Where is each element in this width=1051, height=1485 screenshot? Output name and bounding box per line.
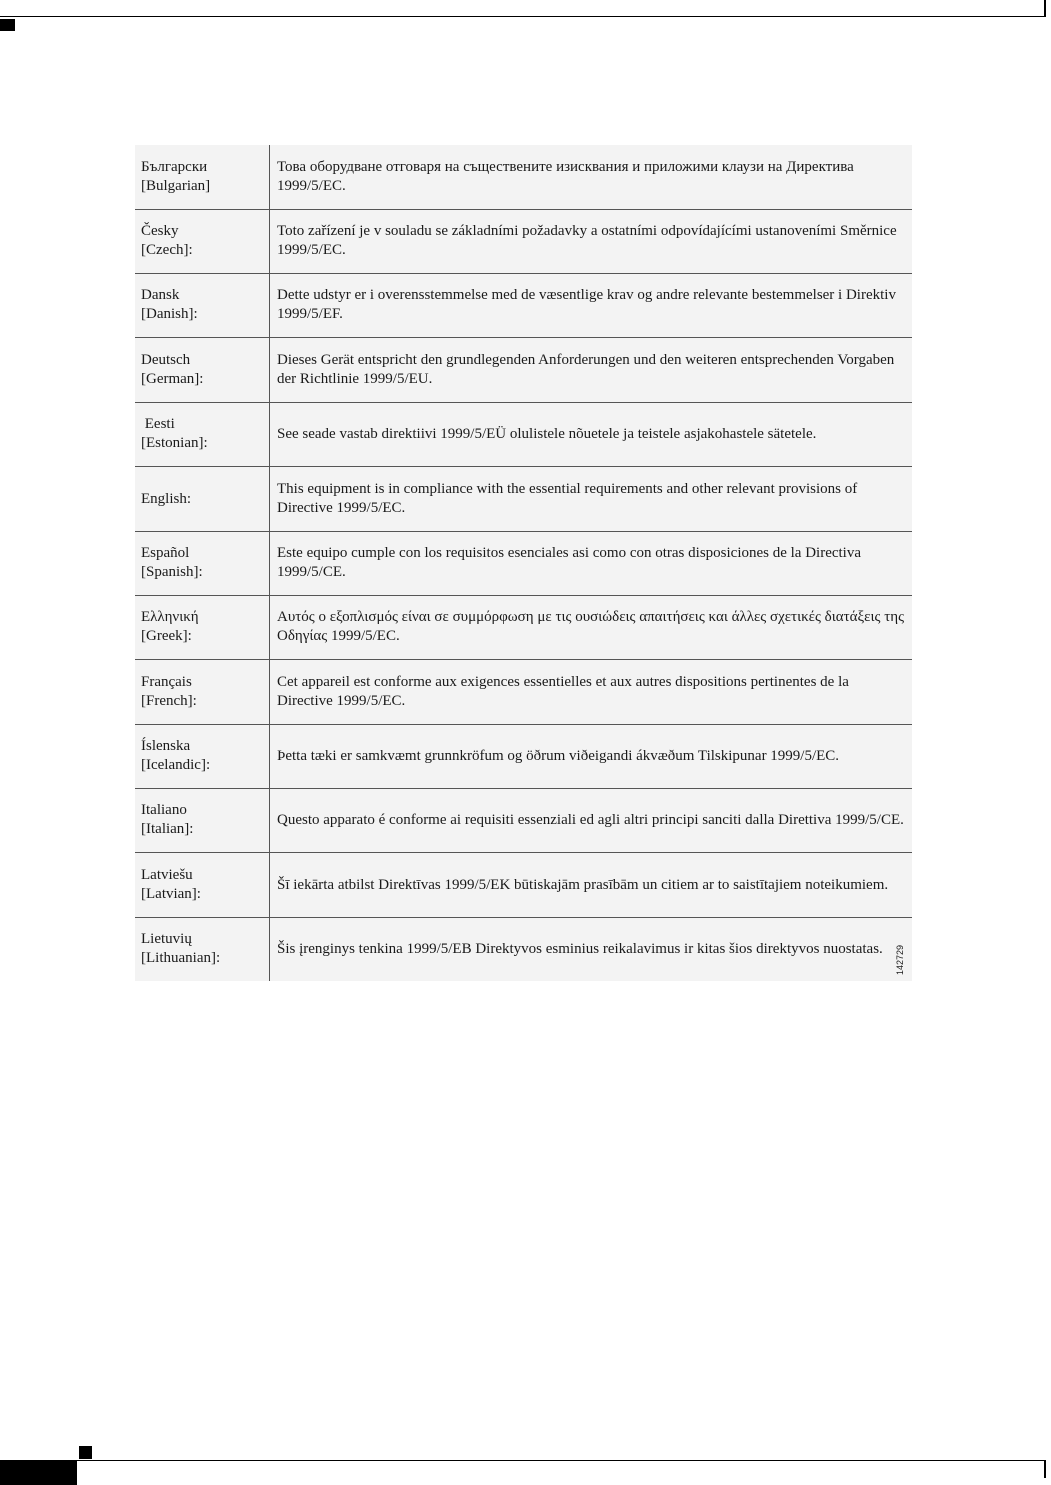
table-row-danish — [135, 273, 912, 338]
table-row-german — [135, 338, 912, 403]
table-row-czech — [135, 209, 912, 274]
table-row-italian — [135, 788, 912, 853]
declaration-text: Šī iekārta atbilst Direktīvas 1999/5/EK būtiskajām prasībām un citiem ar to saistītajiem noteikumiem. — [277, 876, 889, 893]
table-row-estonian — [135, 402, 912, 467]
footer-page-tab — [0, 1460, 77, 1485]
table-row-icelandic — [135, 724, 912, 789]
language-label: Česky [Czech]: — [141, 223, 193, 258]
declaration-text: Este equipo cumple con los requisitos esenciales asi como con otras disposiciones de la Directiva 1999/5/CE. — [277, 545, 862, 580]
declaration-text: Toto zařízení je v souladu se základními požadavky a ostatními odpovídajícími ustanoveními Směrnice 1999/5/EC. — [277, 223, 897, 258]
language-label: Ελληνική [Greek]: — [141, 609, 199, 644]
language-label: Italiano [Italian]: — [141, 802, 194, 837]
table-row-english — [135, 467, 912, 532]
header-corner-tick — [1044, 0, 1046, 17]
footer-marker — [79, 1446, 92, 1459]
footer-corner-tick — [1044, 1460, 1046, 1478]
language-label: Español [Spanish]: — [141, 545, 203, 580]
footer-rule — [0, 1460, 1045, 1461]
language-label: Latviešu [Latvian]: — [141, 867, 201, 902]
table-row-bulgarian — [135, 145, 912, 210]
table-row-greek — [135, 595, 912, 660]
table-row-latvian — [135, 853, 912, 918]
language-label: Eesti [Estonian]: — [141, 416, 208, 451]
declaration-text: Dieses Gerät entspricht den grundlegenden Anforderungen und den weiteren entsprechenden Vorgaben der Richtlinie 1999/5/EU. — [277, 352, 895, 387]
declaration-text: This equipment is in compliance with the essential requirements and other relevant provisions of Directive 1999/5/EC. — [277, 481, 858, 516]
language-label: Български [Bulgarian] — [141, 159, 211, 194]
declaration-text: Questo apparato é conforme ai requisiti essenziali ed agli altri principi sanciti dalla Direttiva 1999/5/CE. — [277, 811, 904, 828]
declaration-text: Αυτός ο εξοπλισμός είναι σε συμμόρφωση με τις ουσιώδεις απαιτήσεις και άλλες σχετικές διατάξεις της Οδηγίας 1999/5/EC. — [277, 609, 905, 644]
table-row-french — [135, 660, 912, 725]
language-label: English: — [141, 490, 192, 507]
declaration-table-figure — [135, 145, 912, 981]
language-label: Français [French]: — [141, 674, 197, 709]
language-label: Dansk [Danish]: — [141, 287, 198, 322]
declaration-text: Това оборудване отговаря на съществените изисквания и приложими клаузи на Директива 1999/5/EC. — [277, 159, 854, 194]
declaration-text: Þetta tæki er samkvæmt grunnkröfum og öðrum viðeigandi ákvæðum Tilskipunar 1999/5/EC. — [277, 747, 840, 764]
language-label: Lietuvių [Lithuanian]: — [141, 931, 221, 966]
header-rule — [0, 16, 1045, 17]
language-label: Deutsch [German]: — [141, 352, 204, 387]
table-row-lithuanian — [135, 917, 912, 982]
header-marker — [0, 19, 15, 31]
declaration-text: Cet appareil est conforme aux exigences essentielles et aux autres dispositions pertinentes de la Directive 1999/5/EC. — [277, 674, 849, 709]
declaration-text: Dette udstyr er i overensstemmelse med de væsentlige krav og andre relevante bestemmelser i Direktiv 1999/5/EF. — [277, 287, 896, 322]
figure-id-label: 142729 — [895, 944, 905, 976]
language-label: Íslenska [Icelandic]: — [141, 738, 211, 773]
table-row-spanish — [135, 531, 912, 596]
declaration-text: See seade vastab direktiivi 1999/5/EÜ olulistele nõuetele ja teistele asjakohastele sätetele. — [277, 425, 817, 442]
declaration-text: Šis įrenginys tenkina 1999/5/EB Direktyvos esminius reikalavimus ir kitas šios direktyvos nuostatas. — [277, 940, 883, 957]
